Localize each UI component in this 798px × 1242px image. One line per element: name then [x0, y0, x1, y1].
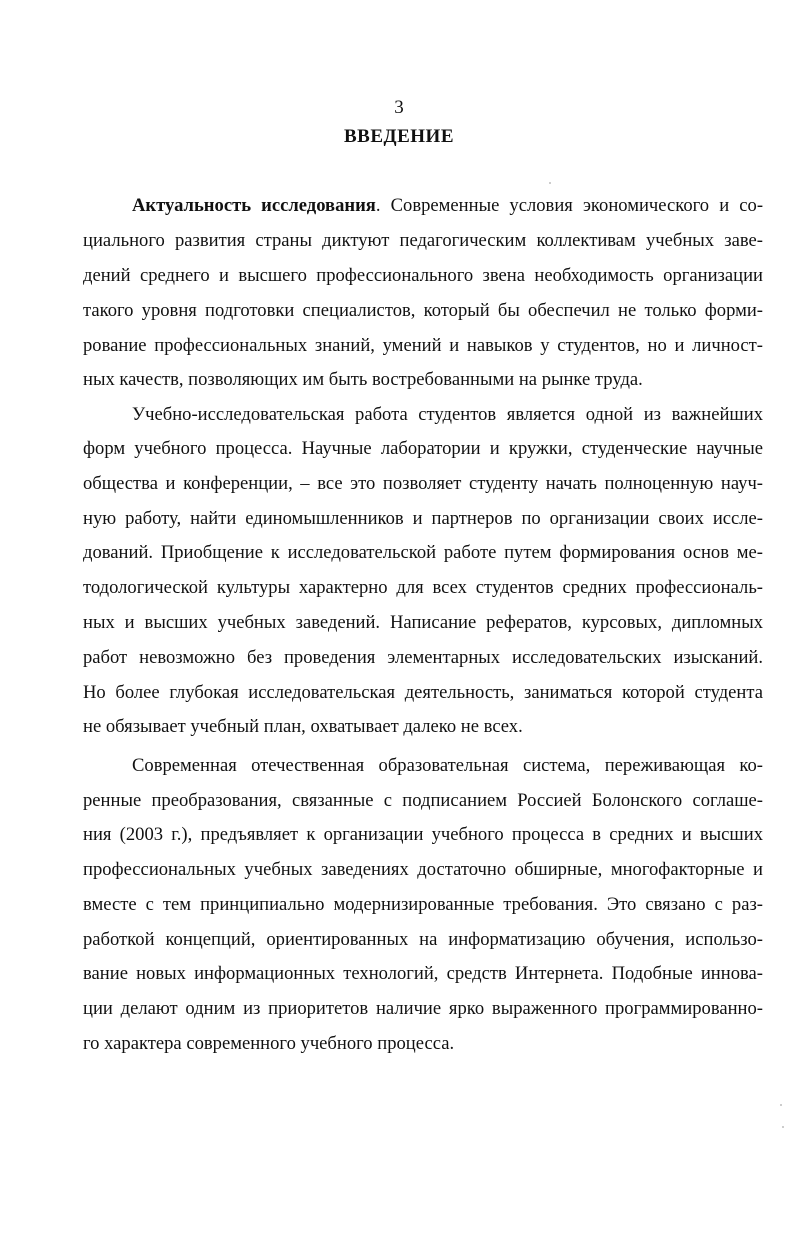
- paragraph-3-line-1: Современная отечественная образовательная система, переживающая ко-: [132, 755, 763, 776]
- paragraph-2-line-6: тодологической культуры характерно для всех студентов средних профессиональ-: [83, 577, 763, 598]
- paragraph-3-line-7: вание новых информационных технологий, средств Интернета. Подобные иннова-: [83, 963, 763, 984]
- paragraph-1-line-4: такого уровня подготовки специалистов, который бы обеспечил не только форми-: [83, 300, 763, 321]
- paragraph-1-line-3: дений среднего и высшего профессионального звена необходимость организации: [83, 265, 763, 286]
- paragraph-1-lead: Актуальность исследования: [132, 195, 376, 216]
- scan-speck: [782, 1126, 784, 1128]
- paragraph-3-line-8: ции делают одним из приоритетов наличие ярко выраженного программированно-: [83, 998, 763, 1019]
- paragraph-2-line-3: общества и конференции, – все это позволяет студенту начать полноценную науч-: [83, 473, 763, 494]
- paragraph-1-line-5: рование профессиональных знаний, умений и навыков у студентов, но и личност-: [83, 335, 763, 356]
- paragraph-3-line-3: ния (2003 г.), предъявляет к организации учебного процесса в средних и высших: [83, 824, 763, 845]
- paragraph-2-line-1: Учебно-исследовательская работа студентов является одной из важнейших: [132, 404, 763, 425]
- paragraph-2-line-2: форм учебного процесса. Научные лаборатории и кружки, студенческие научные: [83, 438, 763, 459]
- paragraph-1-line-6: ных качеств, позволяющих им быть востребованными на рынке труда.: [83, 369, 643, 390]
- paragraph-2-line-7: ных и высших учебных заведений. Написание рефератов, курсовых, дипломных: [83, 612, 763, 633]
- section-heading: ВВЕДЕНИЕ: [344, 126, 454, 147]
- paragraph-2-line-4: ную работу, найти единомышленников и партнеров по организации своих иссле-: [83, 508, 763, 529]
- paragraph-2-line-10: не обязывает учебный план, охватывает далеко не всех.: [83, 716, 523, 737]
- paragraph-3-line-9: го характера современного учебного процесса.: [83, 1033, 455, 1054]
- paragraph-1-line-1-text: . Современные условия экономического и со-: [375, 195, 764, 216]
- paragraph-3-line-2: ренные преобразования, связанные с подписанием Россией Болонского соглаше-: [83, 790, 763, 811]
- scan-speck: [549, 182, 551, 184]
- paragraph-2-line-9: Но более глубокая исследовательская деятельность, заниматься которой студента: [83, 682, 763, 703]
- paragraph-3-line-6: работкой концепций, ориентированных на информатизацию обучения, использо-: [83, 929, 763, 950]
- page-number: 3: [394, 97, 404, 118]
- scan-speck: [780, 1104, 782, 1106]
- paragraph-1-line-2: циального развития страны диктуют педагогическим коллективам учебных заве-: [83, 230, 763, 251]
- paragraph-3-line-4: профессиональных учебных заведениях достаточно обширные, многофакторные и: [83, 859, 763, 880]
- paragraph-2-line-8: работ невозможно без проведения элементарных исследовательских изысканий.: [83, 647, 763, 668]
- paragraph-1-line-1: [132, 193, 763, 219]
- paragraph-2-line-5: дований. Приобщение к исследовательской работе путем формирования основ ме-: [83, 542, 763, 563]
- paragraph-3-line-5: вместе с тем принципиально модернизированные требования. Это связано с раз-: [83, 894, 763, 915]
